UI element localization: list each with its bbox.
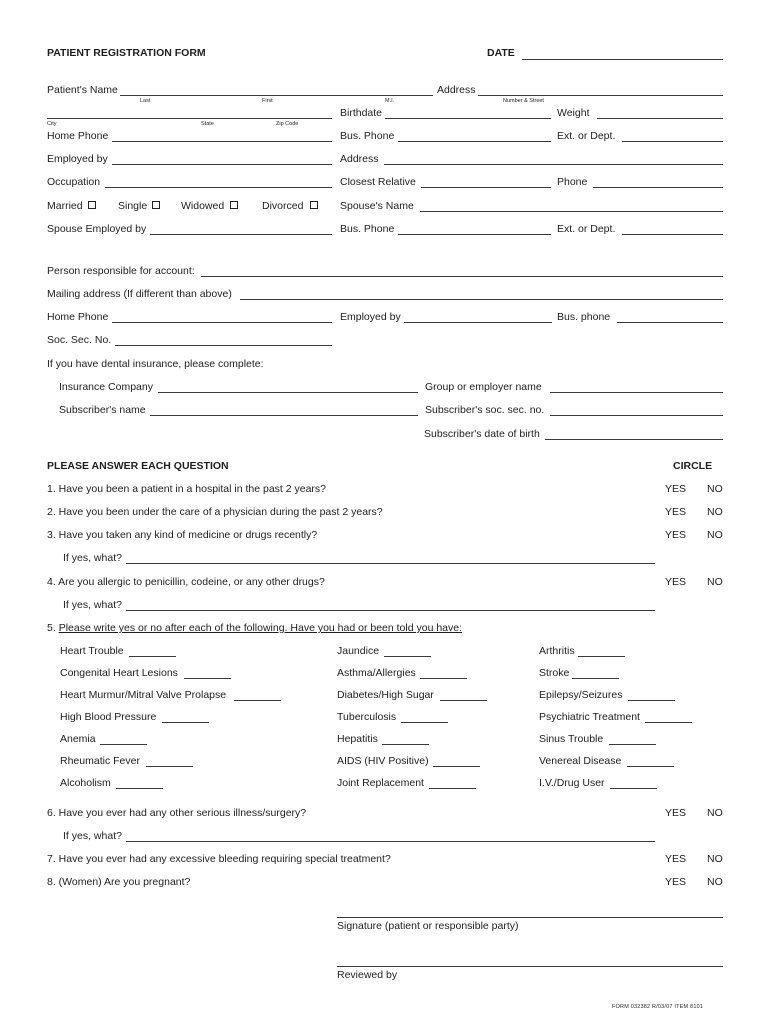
widowed-checkbox[interactable]: [230, 201, 238, 209]
name-sub-mi: M.I.: [385, 98, 395, 104]
condition-item: Heart Murmur/Mitral Valve Prolapse: [60, 689, 227, 701]
condition-field[interactable]: [384, 656, 431, 657]
condition-field[interactable]: [382, 744, 429, 745]
closest-relative-field[interactable]: [421, 187, 551, 188]
condition-item: Psychiatric Treatment: [539, 711, 640, 723]
question-2: 2. Have you been under the care of a physician during the past 2 years?: [47, 506, 383, 518]
spouse-name-label: Spouse's Name: [340, 200, 414, 212]
condition-field[interactable]: [627, 766, 674, 767]
condition-item: Congenital Heart Lesions: [60, 667, 178, 679]
patient-name-field[interactable]: [120, 95, 433, 96]
spouse-name-field[interactable]: [420, 211, 723, 212]
ssn-field[interactable]: [115, 345, 332, 346]
q5-number: 5.: [47, 622, 59, 634]
condition-item: Heart Trouble: [60, 645, 124, 657]
insurance-intro: If you have dental insurance, please complete:: [47, 358, 264, 370]
q6-yes[interactable]: YES: [665, 807, 687, 819]
spouse-bus-phone-field[interactable]: [398, 234, 551, 235]
single-label: Single: [118, 200, 148, 212]
closest-relative-label: Closest Relative: [340, 176, 416, 188]
condition-item: Alcoholism: [60, 777, 111, 789]
q1-yes[interactable]: YES: [665, 483, 687, 495]
q7-yes[interactable]: YES: [665, 853, 687, 865]
condition-field[interactable]: [146, 766, 193, 767]
responsible-employed-label: Employed by: [340, 311, 401, 323]
condition-item: I.V./Drug User: [539, 777, 605, 789]
form-code: FORM 032382 R/03/07 ITEM 8101: [612, 1004, 704, 1010]
bus-phone-label: Bus. Phone: [340, 130, 395, 142]
q5-text: Please write yes or no after each of the following. Have you had or been told you have:: [58, 622, 463, 634]
q3-if-yes-label: If yes, what?: [63, 552, 122, 564]
responsible-home-phone-field[interactable]: [112, 322, 332, 323]
ext-field[interactable]: [622, 141, 723, 142]
city-sub: City: [47, 121, 57, 127]
insurance-company-label: Insurance Company: [59, 381, 153, 393]
date-field[interactable]: [522, 59, 723, 60]
date-label: DATE: [487, 47, 515, 59]
divorced-label: Divorced: [262, 200, 304, 212]
responsible-person-label: Person responsible for account:: [47, 265, 195, 277]
ssn-label: Soc. Sec. No.: [47, 334, 112, 346]
subscriber-dob-label: Subscriber's date of birth: [424, 428, 540, 440]
condition-field[interactable]: [440, 700, 487, 701]
question-7: 7. Have you ever had any excessive bleeding requiring special treatment?: [47, 853, 391, 865]
question-8: 8. (Women) Are you pregnant?: [47, 876, 191, 888]
responsible-person-field[interactable]: [201, 276, 723, 277]
condition-item: Arthritis: [539, 645, 575, 657]
group-name-field[interactable]: [550, 392, 723, 393]
divorced-checkbox[interactable]: [310, 201, 318, 209]
question-1: 1. Have you been a patient in a hospital in the past 2 years?: [47, 483, 327, 495]
single-checkbox[interactable]: [152, 201, 160, 209]
condition-item: Jaundice: [337, 645, 380, 657]
condition-field[interactable]: [628, 700, 675, 701]
condition-field[interactable]: [429, 788, 476, 789]
group-name-label: Group or employer name: [425, 381, 542, 393]
spouse-ext-field[interactable]: [622, 234, 723, 235]
responsible-home-phone-label: Home Phone: [47, 311, 109, 323]
q6-no[interactable]: NO: [707, 807, 723, 819]
question-5: [47, 623, 462, 634]
spouse-bus-phone-label: Bus. Phone: [340, 223, 395, 235]
home-phone-label: Home Phone: [47, 130, 109, 142]
q1-no[interactable]: NO: [707, 483, 723, 495]
condition-item: Sinus Trouble: [539, 733, 604, 745]
ext-label: Ext. or Dept.: [557, 130, 616, 142]
condition-item: Joint Replacement: [337, 777, 424, 789]
employer-address-field[interactable]: [384, 164, 723, 165]
married-label: Married: [47, 200, 83, 212]
condition-field[interactable]: [578, 656, 625, 657]
married-checkbox[interactable]: [88, 201, 96, 209]
zip-sub: Zip Code: [276, 121, 299, 127]
reviewed-by-field[interactable]: [337, 966, 723, 967]
mailing-address-label: Mailing address (If different than above): [47, 288, 232, 300]
q4-no[interactable]: NO: [707, 576, 723, 588]
form-title: PATIENT REGISTRATION FORM: [47, 47, 206, 59]
q6-if-yes-label: If yes, what?: [63, 830, 122, 842]
name-sub-last: Last: [140, 98, 151, 104]
occupation-label: Occupation: [47, 176, 101, 188]
condition-item: Epilepsy/Seizures: [539, 689, 623, 701]
weight-field[interactable]: [597, 118, 723, 119]
condition-item: Rheumatic Fever: [60, 755, 140, 767]
q4-if-yes-field[interactable]: [126, 610, 655, 611]
condition-item: High Blood Pressure: [60, 711, 157, 723]
reviewed-by-label: Reviewed by: [337, 969, 398, 981]
condition-item: Asthma/Allergies: [337, 667, 416, 679]
q8-yes[interactable]: YES: [665, 876, 687, 888]
bus-phone-field[interactable]: [398, 141, 551, 142]
condition-field[interactable]: [401, 722, 448, 723]
q2-no[interactable]: NO: [707, 506, 723, 518]
q8-no[interactable]: NO: [707, 876, 723, 888]
condition-item: Hepatitis: [337, 733, 378, 745]
birthdate-field[interactable]: [385, 118, 551, 119]
employed-by-label: Employed by: [47, 153, 108, 165]
q3-no[interactable]: NO: [707, 529, 723, 541]
subscriber-dob-field[interactable]: [545, 439, 723, 440]
spouse-ext-label: Ext. or Dept.: [557, 223, 616, 235]
spouse-employed-label: Spouse Employed by: [47, 223, 147, 235]
condition-field[interactable]: [116, 788, 163, 789]
condition-item: Venereal Disease: [539, 755, 622, 767]
q2-yes[interactable]: YES: [665, 506, 687, 518]
widowed-label: Widowed: [181, 200, 225, 212]
subscriber-ssn-label: Subscriber's soc. sec. no.: [425, 404, 545, 416]
signature-label: Signature (patient or responsible party): [337, 920, 519, 932]
condition-item: Diabetes/High Sugar: [337, 689, 434, 701]
spouse-employed-field[interactable]: [150, 234, 332, 235]
condition-field[interactable]: [609, 744, 656, 745]
condition-item: Tuberculosis: [337, 711, 397, 723]
condition-item: Anemia: [60, 733, 96, 745]
q6-if-yes-field[interactable]: [126, 841, 655, 842]
condition-field[interactable]: [162, 722, 209, 723]
patient-name-label: Patient's Name: [47, 84, 118, 96]
condition-item: AIDS (HIV Positive): [337, 755, 429, 767]
condition-field[interactable]: [610, 788, 657, 789]
subscriber-name-field[interactable]: [150, 415, 418, 416]
circle-label: CIRCLE: [673, 460, 713, 472]
responsible-bus-phone-label: Bus. phone: [557, 311, 611, 323]
question-6: 6. Have you ever had any other serious illness/surgery?: [47, 807, 307, 819]
insurance-company-field[interactable]: [158, 392, 418, 393]
name-sub-first: First: [262, 98, 273, 104]
weight-label: Weight: [557, 107, 590, 119]
state-sub: State: [201, 121, 214, 127]
home-phone-field[interactable]: [112, 141, 332, 142]
responsible-bus-phone-field[interactable]: [617, 322, 723, 323]
city-state-zip-field[interactable]: [47, 118, 332, 119]
condition-field[interactable]: [572, 678, 619, 679]
signature-field[interactable]: [337, 917, 723, 918]
subscriber-ssn-field[interactable]: [550, 415, 723, 416]
condition-field[interactable]: [100, 744, 147, 745]
condition-field[interactable]: [234, 700, 281, 701]
relative-phone-field[interactable]: [593, 187, 723, 188]
condition-field[interactable]: [184, 678, 231, 679]
condition-field[interactable]: [645, 722, 692, 723]
q3-yes[interactable]: YES: [665, 529, 687, 541]
condition-field[interactable]: [129, 656, 176, 657]
q3-if-yes-field[interactable]: [126, 563, 655, 564]
question-3: 3. Have you taken any kind of medicine or drugs recently?: [47, 529, 318, 541]
q7-no[interactable]: NO: [707, 853, 723, 865]
q4-if-yes-label: If yes, what?: [63, 599, 122, 611]
condition-item: Stroke: [539, 667, 570, 679]
relative-phone-label: Phone: [557, 176, 588, 188]
occupation-field[interactable]: [105, 187, 332, 188]
q4-yes[interactable]: YES: [665, 576, 687, 588]
address-sub: Number & Street: [503, 98, 544, 104]
condition-field[interactable]: [433, 766, 480, 767]
subscriber-name-label: Subscriber's name: [59, 404, 146, 416]
condition-field[interactable]: [420, 678, 467, 679]
mailing-address-field[interactable]: [240, 299, 723, 300]
questions-heading: PLEASE ANSWER EACH QUESTION: [47, 460, 229, 472]
patient-address-field[interactable]: [478, 95, 723, 96]
employed-by-field[interactable]: [112, 164, 332, 165]
patient-address-label: Address: [437, 84, 476, 96]
birthdate-label: Birthdate: [340, 107, 383, 119]
question-4: 4. Are you allergic to penicillin, codeine, or any other drugs?: [47, 576, 325, 588]
employer-address-label: Address: [340, 153, 379, 165]
responsible-employed-field[interactable]: [404, 322, 552, 323]
